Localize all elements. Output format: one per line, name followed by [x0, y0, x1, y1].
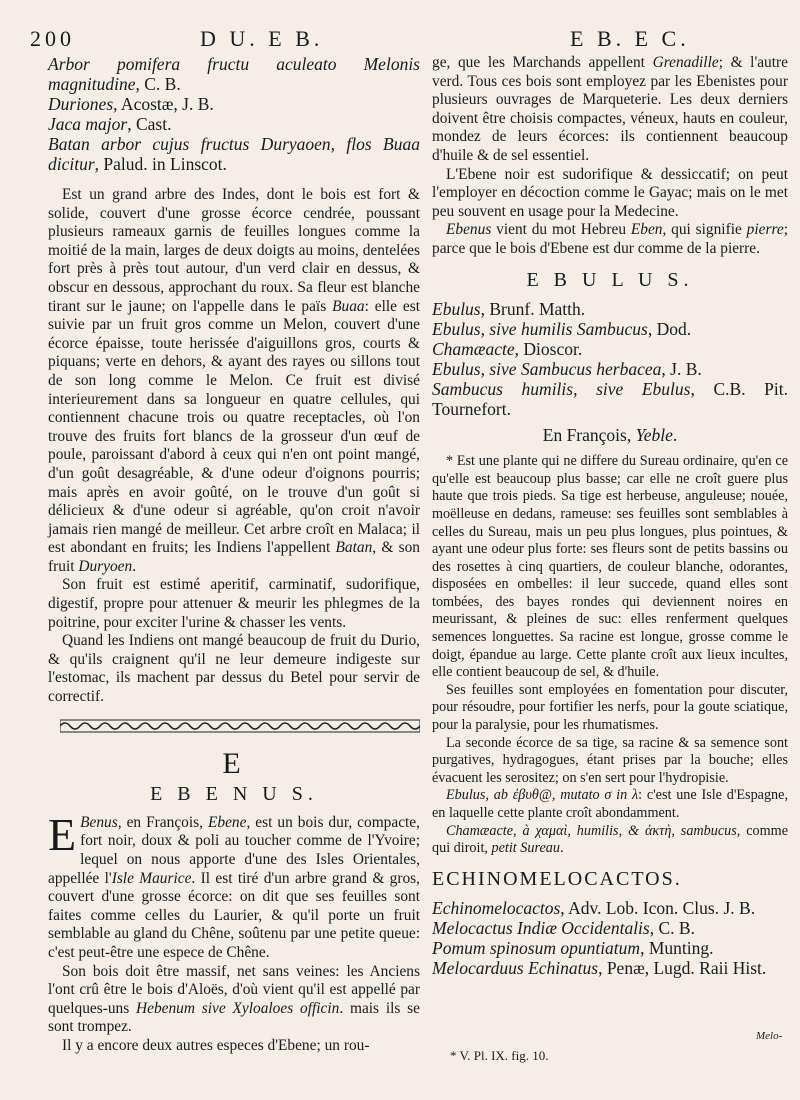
- synonym-line: Pomum spinosum opuntiatum, Munting.: [432, 938, 714, 959]
- paragraph: Son bois doit être massif, net sans veines: les Anciens l'ont crû être le bois d'Aloës, d'où vient qu'il est appellé par quelques-uns Hebenum sive Xyloaloes officin. mais ils se sont trompez.: [48, 962, 420, 1036]
- french-name: En François, Yeble.: [542, 425, 678, 446]
- drop-cap: E: [48, 808, 77, 860]
- paragraph: * Est une plante qui ne differe du Sureau ordinaire, qu'en ce qu'elle est beaucoup plus basse; car elle ne croît guere plus haute que trois pieds. Sa tige est herbeuse, anguleuse; nouée, moëlleuse en dedans, rameuse: ses feuilles sont semblables à celles du Sureau, mais un peu plus longues, plus pointues, & ayant une odeur plus forte: ses fleurs sont de petits bassins ou des rosettes à cinq quartiers, de couleur blanche, odorantes, disposées en ombelles: il leur succede, quand elles sont tombées, des bayes rondes qui deviennent noires en meurissant, & pleines de suc: elles renferment quelques semences longuettes. Sa racine est longue, grosse comme le doigt, épandue au large. Cette plante croît aux lieux incultes, elle contient beaucoup de sel, & d'huile.: [432, 453, 788, 681]
- paragraph: La seconde écorce de sa tige, sa racine & sa semence sont purgatives, hydragogues, étant prises par la bouche; elles évacuent les serositez; on s'en sert pour l'hydropisie.: [432, 734, 788, 786]
- synonym-line: Arbor pomifera fructu aculeato Melonis magnitudine, C. B.: [48, 54, 420, 94]
- footnote: * V. Pl. IX. fig. 10.: [450, 1048, 549, 1063]
- paragraph: E Benus, en François, Ebene, est un bois dur, compacte, fort noir, doux & poli au toucher comme de l'Yvoire; lequel on nous apporte d'une des Isles Orientales, appellée l'Isle Maurice. Il est tiré d'un arbre grand & gros, couvert d'une grosse écorce: on dit que ses feuilles sont faites comme celles du Laurier, & qu'il porte un fruit semblable au gland du Chêne, soûtenu par une petite queue: c'est peut-être une espece de Chêne.: [48, 808, 421, 961]
- paragraph: Ses feuilles sont employées en fomentation pour discuter, pour résoudre, pour fortifier les nerfs, pour la goute sciatique, pour la paralysie, pour les rhumatismes.: [432, 681, 788, 734]
- ornament-divider: [60, 719, 420, 733]
- section-title: E B E N U S.: [150, 783, 318, 806]
- running-head-right: E B. E C.: [570, 26, 690, 51]
- synonym-line: Sambucus humilis, sive Ebulus, C.B. Pit. Tournefort.: [432, 379, 788, 420]
- right-column: [432, 54, 788, 978]
- section-letter: E: [222, 746, 246, 780]
- synonym-line: Chamæacte, Dioscor.: [432, 339, 583, 360]
- synonym-line: Echinomelocactos, Adv. Lob. Icon. Clus. J. B.: [432, 898, 756, 919]
- paragraph: ge, que les Marchands appellent Grenadille; & l'autre verd. Tous ces bois sont employez par les Ebenistes pour plusieurs ouvrages de Marqueterie. Les deux derniers doivent être choisis compactes, véneux, hauts en couleur, mondez de leurs écorces: ils contiennent beaucoup d'huile & de sel essentiel.: [432, 54, 788, 164]
- catchword: Melo-: [756, 1030, 783, 1042]
- synonym-line: Duriones, Acostæ, J. B.: [48, 94, 214, 114]
- paragraph: Ebenus vient du mot Hebreu Eben, qui signifie pierre; parce que le bois d'Ebene est dur comme de la pierre.: [432, 221, 788, 257]
- synonym-line: Ebulus, sive humilis Sambucus, Dod.: [432, 319, 692, 340]
- paragraph: Ebulus, ab ἐβυθ@, mutato σ in λ: c'est une Isle d'Espagne, en laquelle cette plante croît abondamment.: [432, 787, 788, 821]
- paragraph: Son fruit est estimé aperitif, carminatif, sudorifique, digestif, propre pour attenuer & meurir les phlegmes de la poitrine, pour exciter l'urine & chasser les vents.: [48, 576, 420, 631]
- synonym-line: Jaca major, Cast.: [48, 114, 172, 134]
- paragraph: Quand les Indiens ont mangé beaucoup de fruit du Durio, & qu'ils craignent qu'il ne leur demeure indigeste sur l'estomac, ils machent par dessus du Betel pour servir de correctif.: [48, 632, 420, 706]
- paragraph: L'Ebene noir est sudorifique & dessiccatif; on peut l'employer en décoction comme le Gayac; mais on le met peu souvent en usage pour la Medecine.: [432, 165, 788, 220]
- synonym-line: Melocactus Indiæ Occidentalis, C. B.: [432, 918, 695, 939]
- synonym-line: Ebulus, sive Sambucus herbacea, J. B.: [432, 359, 702, 380]
- page-number: 200: [30, 26, 75, 51]
- synonym-line: Melocarduus Echinatus, Penæ, Lugd. Raii Hist.: [432, 958, 767, 979]
- paragraph: Il y a encore deux autres especes d'Ebene; un rou-: [62, 1036, 370, 1054]
- paragraph: Est un grand arbre des Indes, dont le bois est fort & solide, couvert d'une grosse écorce cendrée, poussant plusieurs rameaux garnis de feuilles longues comme la moitié de la main, larges de deux doigts au moins, dentelées fort près à près tout autour, d'un verd clair en dessus, & obscur en dessous, approchant du roux. Sa fleur est blanche tirant sur le jaune; on l'appelle dans le païs Buaa: elle est suivie par un fruit gros comme un Melon, couvert d'une écorce épaisse, toute herissée d'aiguillons gros, courts & piquans; verte en dehors, & ayant des rayes ou sillons tout de son long comme le Melon. Ce fruit est divisé interieurement dans sa longueur en quatre cellules, qui contiennent chacune trois ou quatre receptacles, où l'on trouve des fruits fort blancs de la grosseur d'un œuf de poule, paroissant d'abord à ceux qui n'en ont point mangé, d'un goût desagréable, & d'une odeur d'oignons pourris; mais après en avoir goûté, on le trouve d'un goût si délicieux & d'une odeur si agréable, qu'on croit n'avoir jamais rien mangé de meilleur. Cet arbre croît en Malaca; il est abondant en fruits; les Indiens l'appellent Batan, & son fruit Duryoen.: [48, 186, 420, 575]
- paragraph: Chamæacte, à χαμαὶ, humilis, & ἀκτὴ, sambucus, comme qui diroit, petit Sureau.: [432, 822, 788, 857]
- synonym-line: Batan arbor cujus fructus Duryaoen, flos Buaa dicitur, Palud. in Linscot.: [48, 134, 420, 174]
- section-title: ECHINOMELOCACTOS.: [432, 867, 682, 890]
- running-head-left: D U. E B.: [200, 26, 324, 51]
- left-column: [48, 54, 420, 1056]
- section-title: E B U L U S.: [526, 268, 694, 291]
- synonym-line: Ebulus, Brunf. Matth.: [432, 299, 586, 320]
